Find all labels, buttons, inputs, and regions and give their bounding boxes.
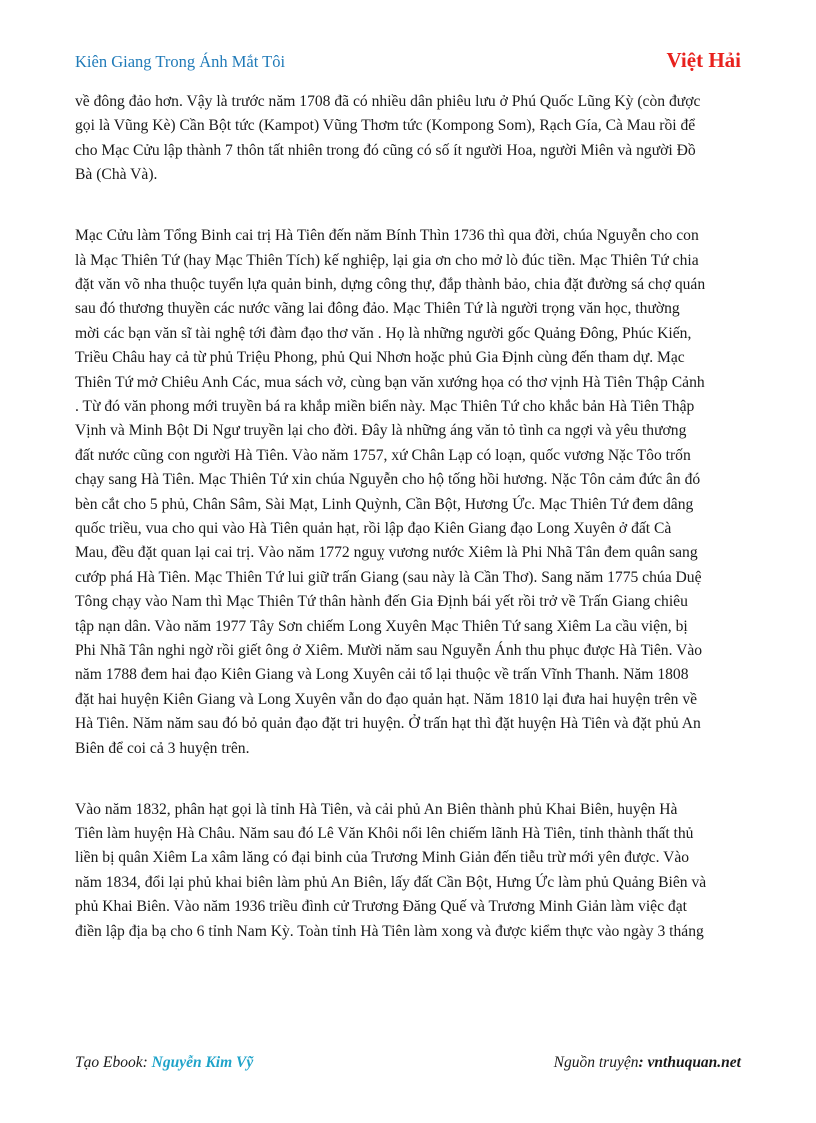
ebook-creator-link[interactable]: Nguyễn Kim Vỹ xyxy=(151,1054,254,1071)
text-line: đặt văn võ nha thuộc tuyển lựa quản binh, dựng công thự, đắp thành bảo, chia đặt đường sá chợ quán xyxy=(75,275,706,293)
ebook-credit xyxy=(75,1054,253,1072)
text-line: năm 1788 đem hai đạo Kiên Giang và Long Xuyên cải tổ lại thuộc về trấn Vĩnh Thanh. Năm 1808 xyxy=(75,666,689,684)
book-title: Kiên Giang Trong Ánh Mắt Tôi xyxy=(75,52,286,71)
text-line: là Mạc Thiên Tứ (hay Mạc Thiên Tích) kế nghiệp, lại gia ơn cho mở lò đúc tiền. Mạc Thiên Tứ chia xyxy=(75,251,699,269)
text-line: mời các bạn văn sĩ tài nghệ tới đàm đạo thơ văn . Họ là những người gốc Quảng Đông, Phúc Kiến, xyxy=(75,324,692,342)
text-line: phủ Khai Biên. Vào năm 1936 triều đình cử Trương Đăng Quế và Trương Minh Giản làm việc đạt xyxy=(75,898,687,916)
text-line: điền lập địa bạ cho 6 tỉnh Nam Kỳ. Toàn tỉnh Hà Tiên làm xong và được kiểm thực vào ngày 3 tháng xyxy=(75,922,704,940)
text-line: Triều Châu hay cả từ phủ Triệu Phong, phủ Qui Nhơn hoặc phủ Gia Định cùng đến tham dự. Mạc xyxy=(75,349,685,367)
paragraph-2 xyxy=(75,224,745,761)
text-line: Mạc Cửu làm Tổng Binh cai trị Hà Tiên đến năm Bính Thìn 1736 thì qua đời, chúa Nguyễn cho con xyxy=(75,227,699,245)
text-line: gọi là Vũng Kè) Cần Bột tức (Kampot) Vũng Thơm tức (Kompong Som), Rạch Gía, Cà Mau rồi để xyxy=(75,117,696,135)
text-line: sau đó thương thuyền các nước vãng lai đông đảo. Mạc Thiên Tứ là người trọng văn học, thường xyxy=(75,300,680,318)
page-header xyxy=(75,48,741,78)
text-line: Hà Tiên. Năm năm sau đó bỏ quản đạo đặt tri huyện. Ở trấn hạt thì đặt huyện Hà Tiên và đặt phủ An xyxy=(75,715,701,733)
text-line: liền bị quân Xiêm La xâm lăng có đại binh của Trương Minh Giản đến tiễu trừ mới yên được. Vào xyxy=(75,849,690,867)
source-label: Nguồn truyện xyxy=(553,1054,639,1071)
text-line: đất nước cũng con người Hà Tiên. Vào năm 1757, xứ Chân Lạp có loạn, quốc vương Nặc Tôo trốn xyxy=(75,446,691,464)
paragraph-3 xyxy=(75,798,745,944)
ebook-separator: : xyxy=(142,1054,152,1071)
text-line: Mau, đều đặt quan lại cai trị. Vào năm 1772 nguỵ vương nước Xiêm là Phi Nhã Tân đem quân sang xyxy=(75,544,698,562)
text-line: Tông chạy vào Nam thì Mạc Thiên Tứ thân hành đến Gia Định bái yết rồi trở về Trấn Giang chiêu xyxy=(75,593,688,611)
text-line: cướp phá Hà Tiên. Mạc Thiên Tứ lui giữ trấn Giang (sau này là Cần Thơ). Sang năm 1775 chúa Duệ xyxy=(75,568,702,586)
text-line: tập nạn dân. Vào năm 1977 Tây Sơn chiếm Long Xuyên Mạc Thiên Tứ sang Xiêm La cầu viện, bị xyxy=(75,617,688,635)
source-link[interactable]: vnthuquan.net xyxy=(647,1054,741,1071)
text-line: về đông đảo hơn. Vậy là trước năm 1708 đã có nhiều dân phiêu lưu ở Phú Quốc Lũng Kỳ (còn được xyxy=(75,93,701,110)
text-line: Thiên Tứ mở Chiêu Anh Các, mua sách vở, cùng bạn văn xướng họa có thơ vịnh Hà Tiên Thập Cảnh xyxy=(75,373,705,391)
source-credit xyxy=(554,1054,741,1072)
text-line: Vào năm 1832, phân hạt gọi là tỉnh Hà Tiên, và cải phủ An Biên thành phủ Khai Biên, huyện Hà xyxy=(75,800,678,818)
text-line: Biên để coi cả 3 huyện trên. xyxy=(75,739,250,757)
text-line: cho Mạc Cửu lập thành 7 thôn tất nhiên trong đó cũng có số ít người Hoa, người Miên và người Đồ xyxy=(75,141,696,159)
page-body xyxy=(75,90,745,981)
text-line: Tiên làm huyện Hà Châu. Năm sau đó Lê Văn Khôi nổi lên chiếm lãnh Hà Tiên, tỉnh thành thất thủ xyxy=(75,824,694,842)
paragraph-1 xyxy=(75,90,745,188)
ebook-label: Tạo Ebook xyxy=(75,1054,143,1071)
text-line: Bà (Chà Và). xyxy=(75,166,158,184)
text-line: Vịnh và Minh Bột Di Ngư truyền lại cho đời. Đây là những áng văn tỏ tình ca ngợi và yêu thương xyxy=(75,422,687,440)
text-line: bèn cắt cho 5 phủ, Chân Sâm, Sài Mạt, Linh Quỳnh, Cần Bột, Hương Ức. Mạc Thiên Tứ đem dâng xyxy=(75,495,694,513)
text-line: Phi Nhã Tân nghi ngờ rồi giết ông ở Xiêm. Mười năm sau Nguyễn Ánh thu phục được Hà Tiên. Vào xyxy=(75,642,703,660)
source-separator: : xyxy=(638,1054,648,1071)
author-name: Việt Hải xyxy=(666,48,741,72)
text-line: . Từ đó văn phong mới truyền bá ra khắp miền biển này. Mạc Thiên Tứ cho khắc bản Hà Tiên Thập xyxy=(75,397,695,415)
text-line: chạy sang Hà Tiên. Mạc Thiên Tứ xin chúa Nguyễn cho hộ tống hồi hương. Nặc Tôn cảm đức ân đó xyxy=(75,471,701,489)
page-footer xyxy=(75,1054,741,1072)
text-line: đặt hai huyện Kiên Giang và Long Xuyên vẫn do đạo quản hạt. Năm 1810 lại đưa hai huyện trên về xyxy=(75,690,698,708)
text-line: năm 1834, đổi lại phủ khai biên làm phủ An Biên, lấy đất Cần Bột, Hưng Ức làm phủ Quảng Biên và xyxy=(75,873,707,891)
text-line: quốc triều, vua cho qui vào Hà Tiên quản hạt, rồi lập đạo Kiên Giang đạo Long Xuyên ở đất Cà xyxy=(75,520,672,537)
